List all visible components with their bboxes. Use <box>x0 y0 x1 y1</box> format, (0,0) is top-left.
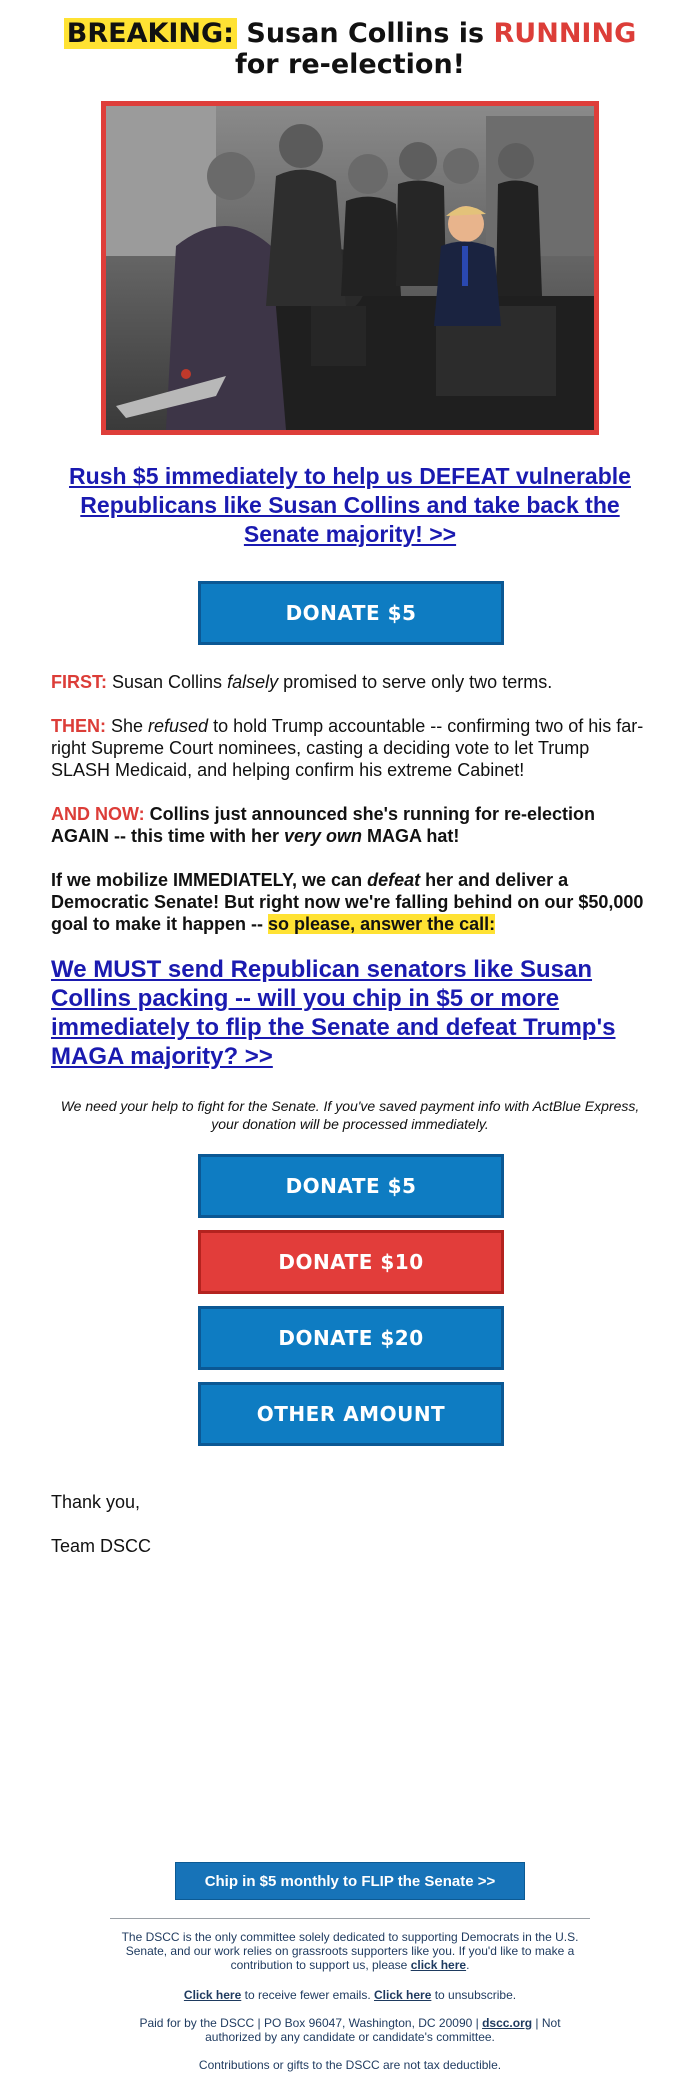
answer-call-highlight: so please, answer the call: <box>268 914 496 934</box>
first-lead: FIRST: <box>51 672 107 692</box>
paragraph-and-now <box>51 803 651 847</box>
cta-link-big[interactable]: We MUST send Republican senators like Susan Collins packing -- will you chip in $5 or more immediately to flip the Senate and defeat Trump's MAGA majority? >> <box>51 956 616 1070</box>
running-word: RUNNING <box>493 18 637 49</box>
contribute-link[interactable]: click here <box>410 1958 467 1972</box>
fewer-emails-link[interactable]: Click here <box>183 1988 242 2002</box>
headline <box>40 18 660 80</box>
footer-email-prefs <box>115 1988 585 2002</box>
paid-for-text: Paid for by the DSCC | PO Box 96047, Washington, DC 20090 | <box>139 2016 483 2030</box>
mob-text-b: her and deliver a Democratic Senate! But right now we're falling behind on our $50,000 goal to make it happen -- <box>51 870 644 934</box>
other-amount-button[interactable]: OTHER AMOUNT <box>198 1382 504 1446</box>
paragraph-then <box>51 715 651 781</box>
headline-text-1: Susan Collins is <box>236 18 494 49</box>
photo-illustration <box>106 106 594 430</box>
donate-20-button[interactable]: DONATE $20 <box>198 1306 504 1370</box>
thank-you: Thank you, <box>51 1492 141 1512</box>
paid-for-end: | Not authorized by any candidate or candidate's committee. <box>205 2016 561 2044</box>
then-text-a: She <box>106 716 149 736</box>
breaking-label: BREAKING: <box>64 18 237 49</box>
unsubscribe-link[interactable]: Click here <box>374 1988 432 2002</box>
paragraph-mobilize <box>51 869 651 935</box>
footer-divider <box>110 1918 590 1919</box>
dscc-site-link[interactable]: dscc.org <box>482 2016 533 2030</box>
team-signature: Team DSCC <box>51 1536 152 1556</box>
donate-10-button[interactable]: DONATE $10 <box>198 1230 504 1294</box>
donate-5-button[interactable]: DONATE $5 <box>198 1154 504 1218</box>
then-text-b: to hold Trump accountable -- confirming two of his far-right Supreme Court nominees, casting a deciding vote to let Trump SLASH Medicaid, and helping confirm his extreme Cabinet! <box>51 716 644 780</box>
actblue-note: We need your help to fight for the Senate. If you've saved payment info with ActBlue Express, your donation will be processed immediately. <box>60 1098 640 1132</box>
unsubscribe-text: to unsubscribe. <box>431 1988 517 2002</box>
first-em: falsely <box>227 672 279 692</box>
now-em: very own <box>284 826 363 846</box>
first-text-b: promised to serve only two terms. <box>278 672 553 692</box>
now-text-a: Collins just announced she's running for re-election AGAIN -- this time with her <box>51 804 595 846</box>
then-em: refused <box>148 716 209 736</box>
headline-text-2: for re-election! <box>235 49 465 80</box>
paragraph-first <box>51 671 651 693</box>
footer-tax-note: Contributions or gifts to the DSCC are not tax deductible. <box>198 2058 502 2072</box>
then-lead: THEN: <box>51 716 106 736</box>
footer-about-text: The DSCC is the only committee solely dedicated to supporting Democrats in the U.S. Senate, and our work relies on grassroots supporters like you. If you'd like to make a contribution to support us, please <box>121 1930 579 1972</box>
cta-link-top[interactable]: Rush $5 immediately to help us DEFEAT vulnerable Republicans like Susan Collins and take back the Senate majority! >> <box>69 463 631 547</box>
monthly-donate-button[interactable]: Chip in $5 monthly to FLIP the Senate >> <box>175 1862 525 1900</box>
first-text-a: Susan Collins <box>107 672 228 692</box>
footer-paid-for <box>115 2016 585 2044</box>
now-lead: AND NOW: <box>51 804 145 824</box>
mob-em: defeat <box>367 870 421 890</box>
donate-5-button-top[interactable]: DONATE $5 <box>198 581 504 645</box>
hero-photo[interactable] <box>101 101 599 435</box>
fewer-emails-text: to receive fewer emails. <box>241 1988 374 2002</box>
mob-text-a: If we mobilize IMMEDIATELY, we can <box>51 870 368 890</box>
footer-about-end: . <box>466 1958 470 1972</box>
now-text-b: MAGA hat! <box>362 826 460 846</box>
footer-about <box>115 1930 585 1972</box>
